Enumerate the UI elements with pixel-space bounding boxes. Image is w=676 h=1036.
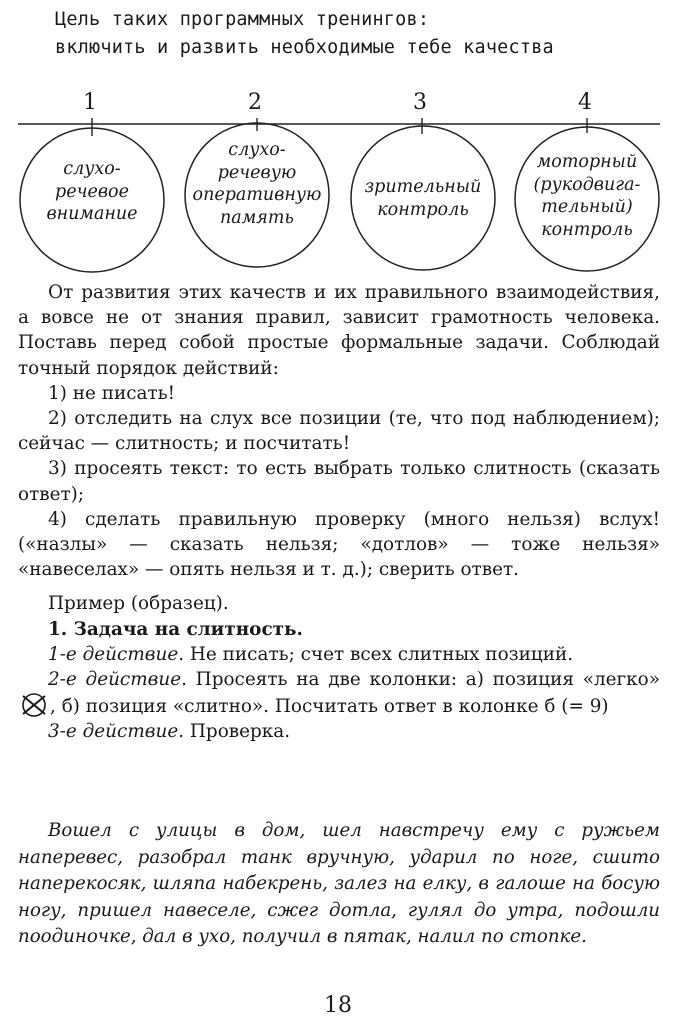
circle-2-line: речевую <box>217 162 297 183</box>
circle-1-line: речевое <box>55 181 129 202</box>
step-2: 2) отследить на слух все позиции (те, что под наблюдением); сейчас — слитность; и посчитать! <box>18 408 660 455</box>
header-line-2: включить и развить необходимые тебе качества <box>55 37 554 58</box>
exercise-text-block <box>18 818 660 951</box>
circle-1-label <box>22 158 162 226</box>
action-2-text-b: , б) позиция «слитно». Посчитать ответ в колонке б (= 9) <box>50 696 609 718</box>
action-1-label: 1-е действие <box>48 643 179 665</box>
circle-3-line: контроль <box>377 199 469 220</box>
action-2-text-a: . Просеять на две колонки: а) позиция «легко» <box>181 669 660 691</box>
step-4: 4) сделать правильную проверку (много нельзя) вслух! («назлы» — сказать нельзя; «дотлов» — тоже нельзя» «навеселах» — опять нельзя и т. д.); сверить ответ. <box>18 508 660 581</box>
main-text <box>18 280 660 745</box>
action-2 <box>18 667 660 719</box>
action-2-label: 2-е действие <box>48 669 182 691</box>
circle-4-label <box>512 151 662 241</box>
action-3-label: 3-е действие <box>48 721 179 743</box>
circle-4-line: тельный) <box>541 197 633 217</box>
circle-1-line: внимание <box>46 204 138 224</box>
circle-2-line: оперативную <box>192 185 322 205</box>
action-1-text: . Не писать; счет всех слитных позиций. <box>178 643 574 665</box>
circle-3-label <box>345 176 501 221</box>
example-task-heading: 1. Задача на слитность. <box>48 618 303 640</box>
diagram-number-1: 1 <box>83 90 97 115</box>
circle-1-line: слухо- <box>63 159 121 179</box>
diagram-number-3: 3 <box>413 90 427 115</box>
circle-2-line: память <box>220 207 294 228</box>
diagram-number-4: 4 <box>578 90 592 115</box>
diagram-number-2: 2 <box>248 90 262 115</box>
action-3-text: . Проверка. <box>178 721 291 743</box>
action-1 <box>18 642 660 667</box>
circle-4-line: (рукодвига- <box>533 174 641 195</box>
header-line-1: Цель таких программных тренингов: <box>55 9 430 30</box>
exercise-text: Вошел с улицы в дом, шел навстречу ему с ружьем наперевес, разобрал танк вручную, ударил по ноге, сшито наперекосяк, шляпа набекрень, залез на елку, в галоше на босую ногу, пришел навеселе, сжег дотла, гулял до утра, подошли поодиночке, дал в ухо, получил в пятак, налил по стопке. <box>18 820 660 947</box>
step-3: 3) просеять текст: то есть выбрать только слитность (сказать ответ); <box>18 458 660 505</box>
circle-4-line: моторный <box>536 152 638 172</box>
crossed-circle-icon <box>20 692 48 718</box>
page-number: 18 <box>324 993 352 1018</box>
circle-2-line: слухо- <box>228 140 286 160</box>
step-1: 1) не писать! <box>48 382 176 404</box>
action-3 <box>18 719 660 744</box>
example-title: Пример (образец). <box>48 593 229 615</box>
circle-4-line: контроль <box>541 219 633 240</box>
circle-3-line: зрительный <box>364 177 482 197</box>
intro-paragraph: От развития этих качеств и их правильного взаимодействия, а вовсе не от знания правил, зависит грамотность человека. Поставь перед собой простые формальные задачи. Соблюдай точный порядок действий: <box>18 282 660 379</box>
circle-2-label <box>182 139 332 229</box>
